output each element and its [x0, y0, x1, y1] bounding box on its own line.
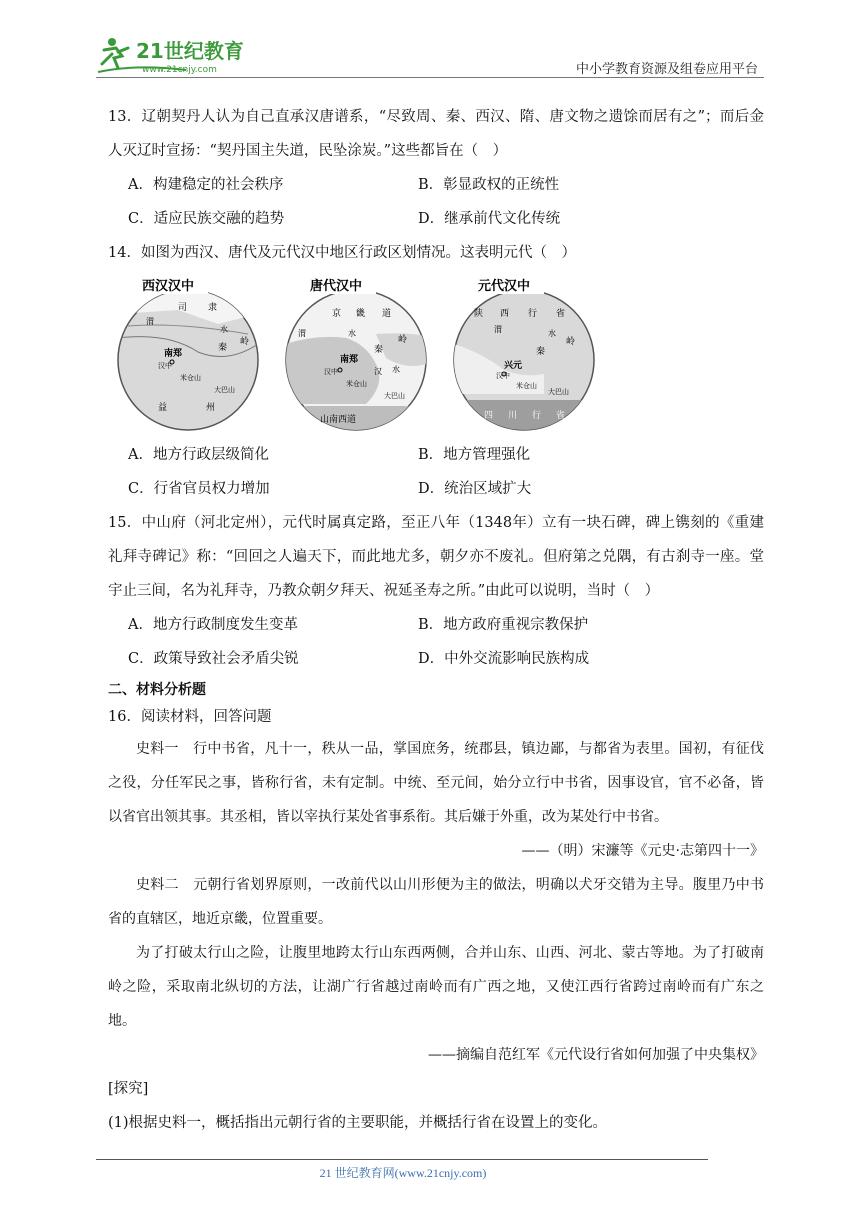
q13-options [108, 168, 764, 236]
map2-label-shui1: 水 [348, 329, 356, 338]
q13-option-d[interactable]: D．继承前代文化传统 [418, 211, 561, 227]
map1-label-shui: 水 [220, 325, 228, 334]
q15-option-c[interactable]: C．政策导致社会矛盾尖锐 [128, 651, 299, 667]
map2-label-ji: 畿 [356, 309, 366, 319]
map1-label-wei: 渭 [146, 317, 154, 326]
header-divider [96, 77, 764, 78]
sub-question-1: (1)根据史料一，概括指出元朝行省的主要职能，并概括行省在设置上的变化。 [108, 1115, 608, 1131]
q13-option-c[interactable]: C．适应民族交融的趋势 [128, 211, 285, 227]
q15-option-a[interactable]: A．地方行政制度发生变革 [128, 617, 298, 633]
q15-option-b[interactable]: B．地方政府重视宗教保护 [418, 617, 589, 633]
map3-label-chuan: 川 [508, 411, 518, 421]
material-two-body: 为了打破太行山之险，让腹里地跨太行山东西两侧，合并山东、山西、河北、蒙古等地。为了打破南岭之险，采取南北纵切的方法，让湖广行省越过南岭而有广西之地，又使江西行省跨过南岭而有广东之地。 [108, 945, 764, 1029]
map3-label-daba: 大巴山 [548, 388, 569, 396]
q15-options [108, 608, 764, 676]
q13-stem: 13．辽朝契丹人认为自己直承汉唐谱系，“尽致周、秦、西汉、隋、唐文物之遗馀而居有之”；而后金人灭辽时宣扬：“契丹国主失道，民坠涂炭。”这些都旨在（ ） [108, 109, 764, 159]
q14-option-d[interactable]: D．统治区域扩大 [418, 481, 532, 497]
material-one: 史料一 行中书省，凡十一，秩从一品，掌国庶务，统郡县，镇边鄙，与都省为表里。国初，有征伐之役，分任军民之事，皆称行省，未有定制。中统、至元间，始分立行中书省，因事设官，官不必备，皆以省官出领其事。其丞相，皆以宰执行某处省事系衔。其后嫌于外重，改为某处行中书省。 [108, 741, 764, 825]
q14-stem: 14．如图为西汉、唐代及元代汉中地区行政区划情况。这表明元代（ ） [108, 245, 576, 261]
content-area [108, 100, 764, 1140]
map2-label-hanzhong: 汉中 [324, 368, 338, 376]
map1-label-yi: 益 [158, 403, 168, 413]
q13-option-a[interactable]: A．构建稳定的社会秩序 [128, 177, 284, 193]
map1-label-zhou: 州 [206, 403, 216, 413]
map2-label-wei: 渭 [298, 329, 306, 338]
map1-title: 西汉汉中 [142, 279, 195, 294]
map2-label-micang: 米仓山 [346, 380, 367, 388]
map2-label-han: 汉 [374, 367, 382, 376]
map1-label-micang: 米仓山 [180, 374, 201, 382]
map2-title: 唐代汉中 [310, 279, 363, 294]
map-western-han [108, 274, 268, 434]
logo-url: www.21cnjy.com [142, 65, 217, 75]
map2-label-qin: 秦 [374, 345, 384, 355]
map3-title: 元代汉中 [478, 279, 531, 294]
map2-label-nanzheng: 南郑 [340, 355, 359, 365]
footer-text[interactable]: 21 世纪教育网(www.21cnjy.com) [319, 1166, 487, 1180]
map2-label-daba: 大巴山 [384, 392, 405, 400]
map3-label-qin: 秦 [536, 347, 546, 357]
q14-options [108, 438, 764, 506]
map3-label-xi: 西 [500, 309, 510, 319]
map3-label-xing1: 行 [528, 309, 538, 319]
map2-label-shannanxidao: 山南西道 [320, 415, 357, 425]
q15-stem: 15．中山府（河北定州），元代时属真定路，至正八年（1348年）立有一块石碑，碑上镌刻的《重建礼拜寺碑记》称：“回回之人遍天下，而此地尤多，朝夕亦不废礼。但府第之兑隅，有古刹寺一座。堂宇止三间，名为礼拜寺，乃教众朝夕拜天、祝延圣寿之所。”由此可以说明，当时（ ） [108, 515, 764, 599]
map1-label-si: 司 [178, 303, 188, 313]
footer-divider [96, 1159, 708, 1160]
map2-label-shui2: 水 [392, 365, 400, 374]
map3-label-shui: 水 [548, 329, 556, 338]
map1-label-daba: 大巴山 [214, 386, 235, 394]
q15-option-d[interactable]: D．中外交流影响民族构成 [418, 651, 590, 667]
material-one-source: ——（明）宋濂等《元史·志第四十一》 [521, 843, 764, 859]
logo-text: 21世纪教育 [136, 39, 244, 63]
map3-label-micang: 米仓山 [516, 382, 537, 390]
map2-label-ling: 岭 [398, 335, 408, 345]
map-tang [276, 274, 436, 434]
header-platform-text: 中小学教育资源及组卷应用平台 [575, 62, 758, 77]
map2-label-dao: 道 [382, 309, 392, 319]
q14-option-a[interactable]: A．地方行政层级简化 [128, 447, 269, 463]
map3-label-hanzhong: 汉中 [496, 372, 510, 380]
map1-label-hanzhong: 汉中 [158, 362, 172, 370]
map1-label-qin: 秦 [218, 343, 228, 353]
map3-label-wei: 渭 [494, 325, 502, 334]
map3-label-shan: 陕 [474, 309, 484, 319]
map3-label-xingyuan: 兴元 [504, 361, 523, 371]
map3-label-sheng2: 省 [556, 411, 566, 421]
map3-label-xing2: 行 [532, 411, 542, 421]
material-two-source: ——摘编自范红军《元代设行省如何加强了中央集权》 [428, 1047, 764, 1063]
material-two-intro: 史料二 元朝行省划界原则，一改前代以山川形便为主的做法，明确以犬牙交错为主导。腹里乃中书省的直辖区，地近京畿，位置重要。 [108, 877, 764, 927]
map1-label-ling: 岭 [240, 337, 250, 347]
q14-maps [108, 274, 764, 434]
site-logo [96, 34, 266, 78]
map3-label-si: 四 [484, 411, 494, 421]
section-title: 二、材料分析题 [108, 682, 206, 698]
map-yuan [444, 274, 604, 434]
map1-label-nanzheng: 南郑 [164, 349, 183, 359]
explore-label: [探究] [108, 1081, 149, 1097]
q14-option-c[interactable]: C．行省官员权力增加 [128, 481, 270, 497]
q14-option-b[interactable]: B．地方管理强化 [418, 447, 531, 463]
map3-label-sheng1: 省 [556, 309, 566, 319]
q16-stem: 16．阅读材料，回答问题 [108, 709, 272, 725]
q13-option-b[interactable]: B．彰显政权的正统性 [418, 177, 560, 193]
map2-label-jing: 京 [332, 309, 342, 319]
map1-label-li: 隶 [208, 303, 218, 313]
map3-label-ling: 岭 [566, 337, 576, 347]
